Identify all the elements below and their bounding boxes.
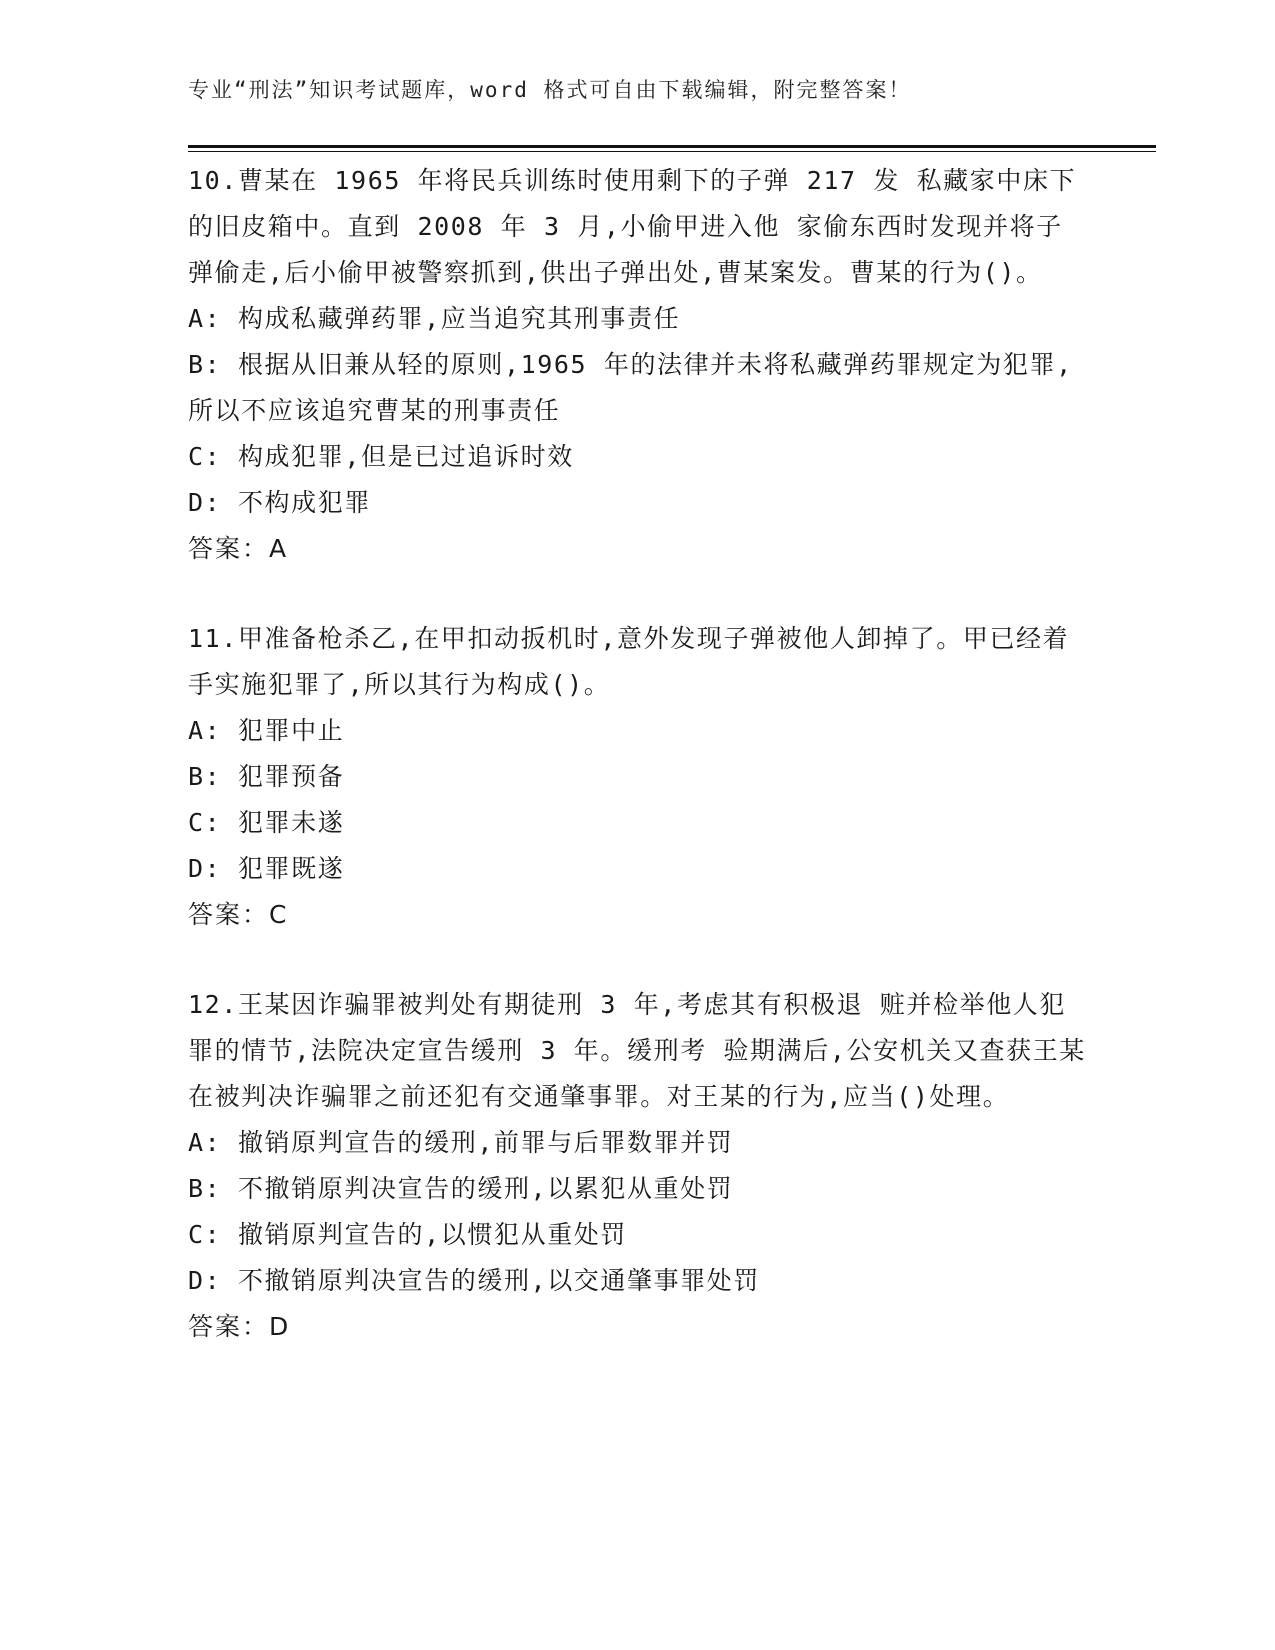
header-divider-thick [188,145,1156,148]
option-c: C: 撤销原判宣告的,以惯犯从重处罚 [188,1220,628,1249]
option-d: D: 犯罪既遂 [188,854,345,883]
question-stem: 11.甲准备枪杀乙,在甲扣动扳机时,意外发现子弹被他人卸掉了。甲已经着手实施犯罪了,所以其行为构成()。 [188,624,1070,699]
option-b: B: 犯罪预备 [188,762,345,791]
question-stem: 12.王某因诈骗罪被判处有期徒刑 3 年,考虑其有积极退 赃并检举他人犯罪的情节,法院决定宣告缓刑 3 年。缓刑考 验期满后,公安机关又查获王某在被判决诈骗罪之前还犯有交通肇事罪。对王某的行为,应当()处理。 [188,990,1086,1111]
document-header: 专业“刑法”知识考试题库，word 格式可自由下载编辑，附完整答案！ [188,78,912,102]
option-d: D: 不撤销原判决宣告的缓刑,以交通肇事罪处罚 [188,1266,761,1295]
question-list [188,158,1088,1394]
question-11 [188,616,1088,938]
header-divider-thin [188,151,1156,152]
question-10 [188,158,1088,572]
option-b: B: 根据从旧兼从轻的原则,1965 年的法律并未将私藏弹药罪规定为犯罪,所以不应该追究曹某的刑事责任 [188,350,1073,425]
answer-line: 答案：C [188,900,289,929]
option-a: A: 犯罪中止 [188,716,345,745]
answer-line: 答案：A [188,534,289,563]
option-c: C: 犯罪未遂 [188,808,345,837]
option-c: C: 构成犯罪,但是已过追诉时效 [188,442,574,471]
option-a: A: 构成私藏弹药罪,应当追究其刑事责任 [188,304,681,333]
option-b: B: 不撤销原判决宣告的缓刑,以累犯从重处罚 [188,1174,734,1203]
question-12 [188,982,1088,1350]
option-a: A: 撤销原判宣告的缓刑,前罪与后罪数罪并罚 [188,1128,734,1157]
answer-line: 答案：D [188,1312,291,1341]
question-stem: 10.曹某在 1965 年将民兵训练时使用剩下的子弹 217 发 私藏家中床下的旧皮箱中。直到 2008 年 3 月,小偷甲进入他 家偷东西时发现并将子弹偷走,后小偷甲被警察抓到,供出子弹出处,曹某案发。曹某的行为()。 [188,166,1077,287]
option-d: D: 不构成犯罪 [188,488,371,517]
